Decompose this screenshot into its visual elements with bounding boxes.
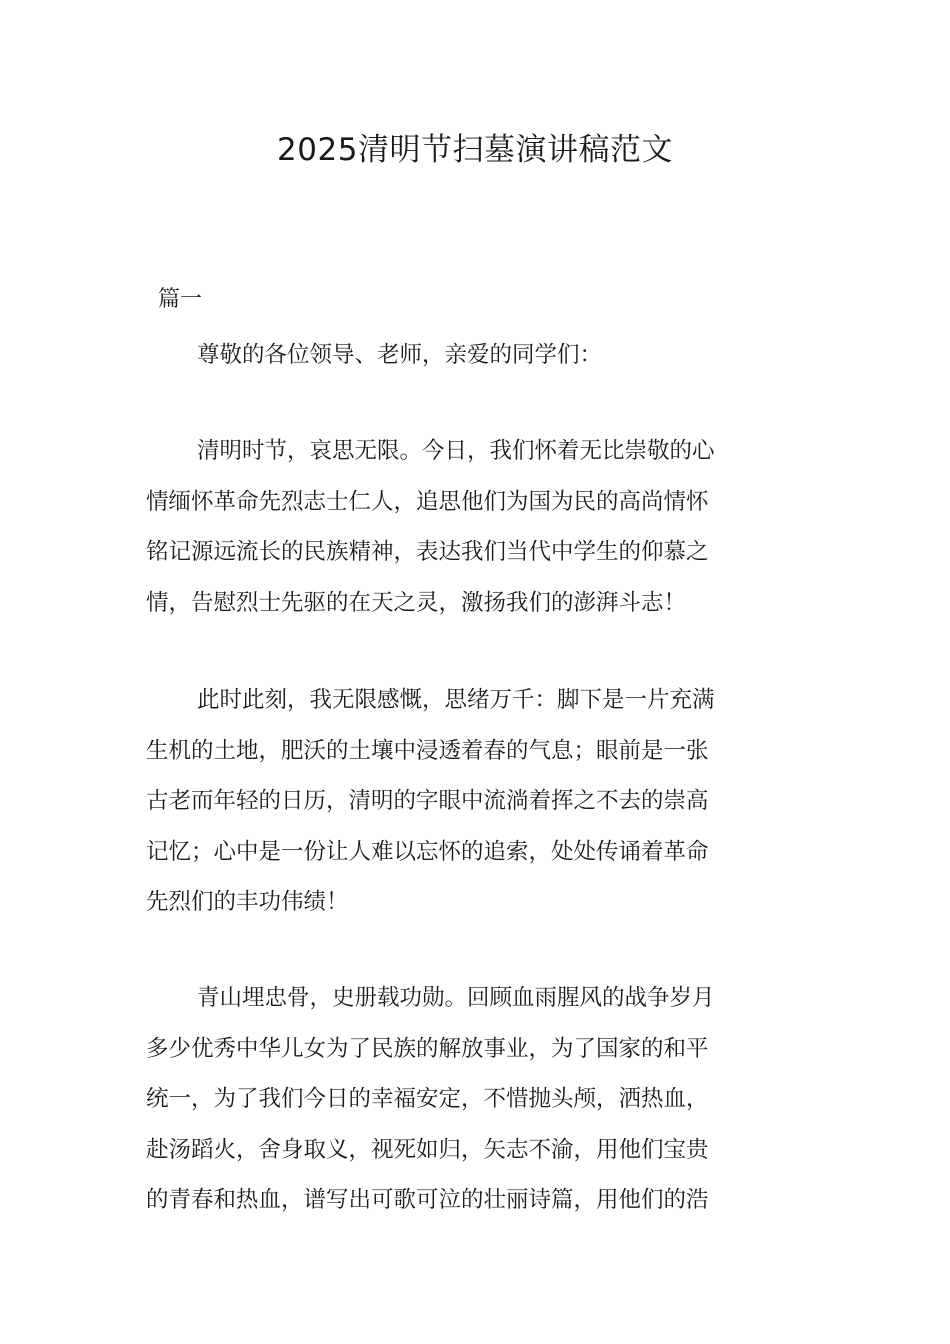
section-label: 篇一 xyxy=(158,287,203,312)
paragraph-line: 情缅怀革命先烈志士仁人，追思他们为国为民的高尚情怀 xyxy=(146,488,709,515)
paragraph-line: 先烈们的丰功伟绩！ xyxy=(146,889,349,915)
greeting-line: 尊敬的各位领导、老师，亲爱的同学们： xyxy=(197,342,603,368)
paragraph-line: 清明时节，哀思无限。今日，我们怀着无比崇敬的心 xyxy=(197,438,715,464)
paragraph-line: 赴汤蹈火，舍身取义，视死如归，矢志不渝，用他们宝贵 xyxy=(146,1136,709,1163)
paragraph-line: 此时此刻，我无限感慨，思绪万千：脚下是一片充满 xyxy=(197,687,715,713)
body-paragraph-1 xyxy=(146,426,806,628)
greeting-paragraph xyxy=(146,330,806,381)
paragraph-line: 古老而年轻的日历，清明的字眼中流淌着挥之不去的崇高 xyxy=(146,788,709,814)
paragraph-line: 铭记源远流长的民族精神，表达我们当代中学生的仰慕之 xyxy=(146,539,709,565)
body-paragraph-3 xyxy=(146,973,806,1226)
paragraph-line: 记忆；心中是一份让人难以忘怀的追索，处处传诵着革命 xyxy=(146,838,709,865)
paragraph-line: 青山埋忠骨，史册载功勋。回顾血雨腥风的战争岁月 xyxy=(197,985,715,1011)
paragraph-line: 统一，为了我们今日的幸福安定，不惜抛头颅，洒热血， xyxy=(146,1086,709,1112)
paragraph-line: 生机的土地，肥沃的土壤中浸透着春的气息；眼前是一张 xyxy=(146,737,709,764)
body-paragraph-2 xyxy=(146,675,806,928)
paragraph-line: 多少优秀中华儿女为了民族的解放事业，为了国家的和平 xyxy=(146,1035,709,1062)
paragraph-line: 情，告慰烈士先驱的在天之灵，激扬我们的澎湃斗志！ xyxy=(146,589,687,616)
document-title: 2025清明节扫墓演讲稿范文 xyxy=(277,132,673,168)
paragraph-line: 的青春和热血，谱写出可歌可泣的壮丽诗篇，用他们的浩 xyxy=(146,1187,709,1213)
